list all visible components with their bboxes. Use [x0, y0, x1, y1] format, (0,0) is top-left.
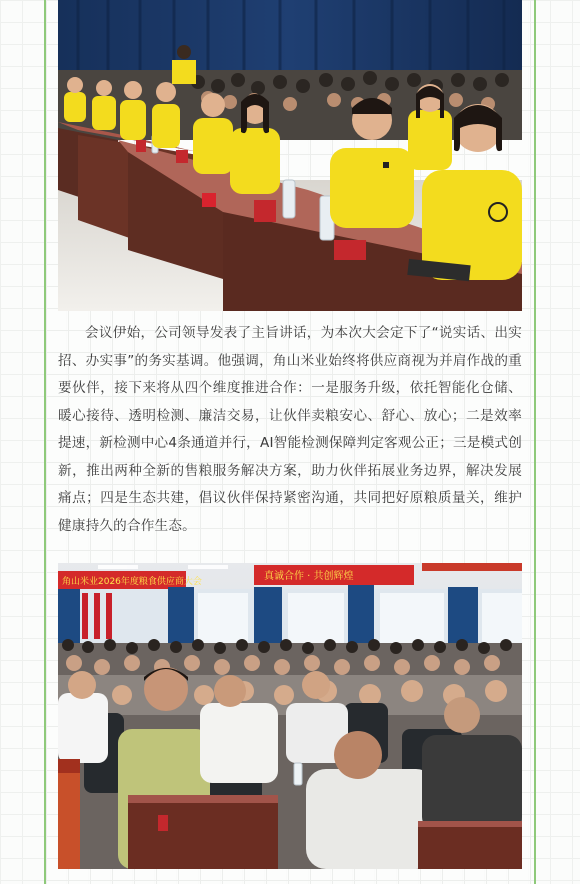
- body-paragraph: 会议伊始，公司领导发表了主旨讲话，为本次大会定下了“说实话、出实招、办实事”的务实基调。他强调，角山米业始终将供应商视为并肩作战的重要伙伴，接下来将从四个维度推进合作：一是服务升级，依托智能化仓储、暖心接待、透明检测、廉洁交易，让伙伴卖粮安心、舒心、放心；二是效率提速，新检测中心4条通道并行，AI智能检测保障判定客观公正；三是模式创新，推出两种全新的售粮服务解决方案，助力伙伴拓展业务边界，解决发展痛点；四是生态共建，倡议伙伴保持紧密沟通，共同把好原粮质量关，维护健康持久的合作生态。: [58, 325, 522, 534]
- banner-right-text: 真诚合作 · 共创辉煌: [264, 571, 354, 582]
- conference-photo-top: [58, 0, 522, 311]
- conference-photo-bottom: [58, 563, 522, 869]
- banner-left-text: 角山米业2026年度粮食供应商大会: [62, 577, 202, 587]
